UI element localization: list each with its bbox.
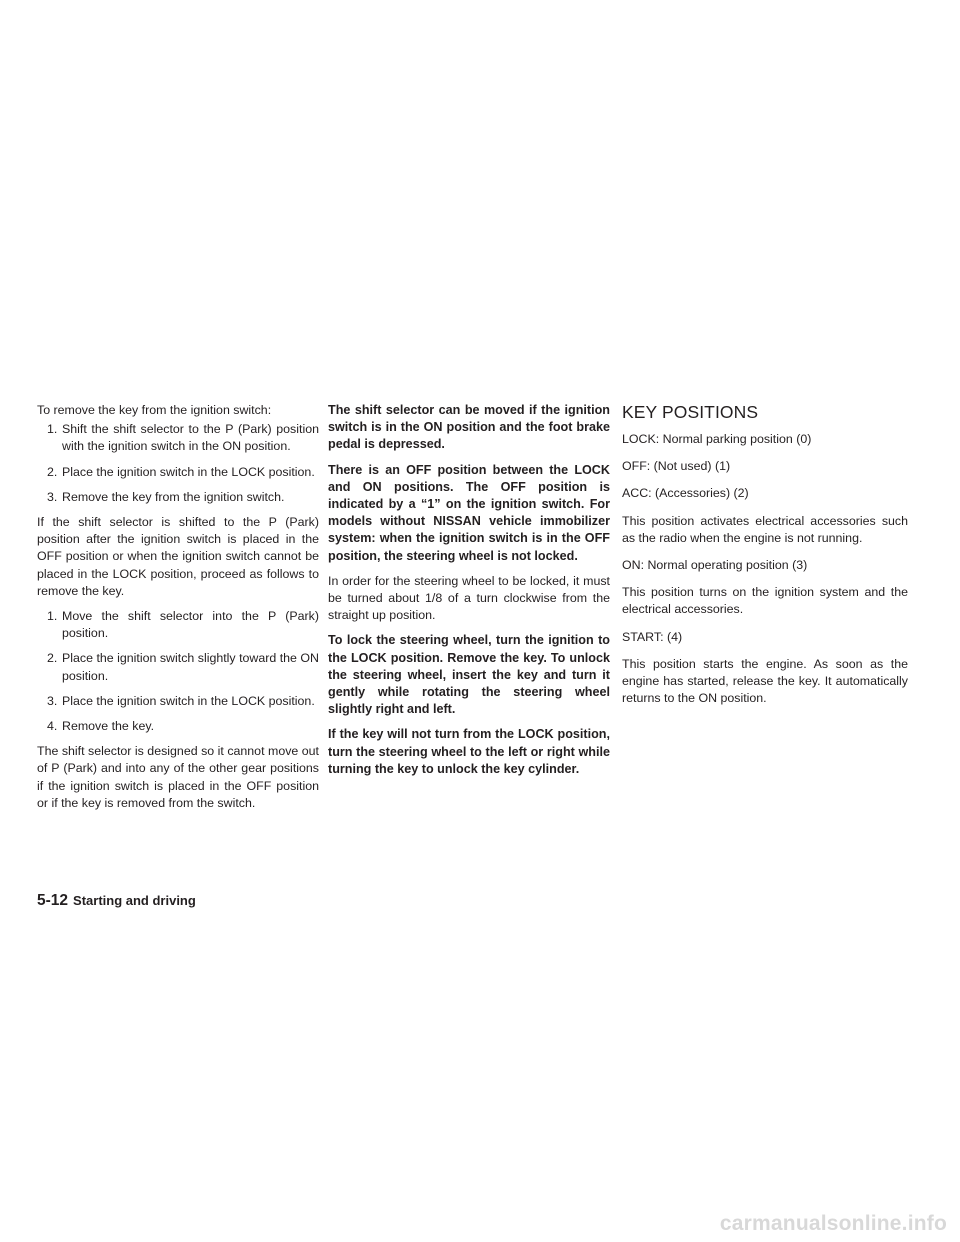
list-item — [37, 650, 319, 684]
acc-description: This position activates electrical accessories such as the radio when the engine is not running. — [622, 513, 908, 545]
step-number: 3. — [47, 489, 58, 504]
key-wont-turn-note: If the key will not turn from the LOCK position, turn the steering wheel to the left or right while turning the key to unlock the key cylinder. — [328, 727, 610, 776]
middle-column — [328, 402, 610, 786]
remove-key-steps — [37, 421, 319, 506]
start-description: This position starts the engine. As soon as the engine has started, release the key. It automatically returns to the ON position. — [622, 656, 908, 706]
list-item — [37, 489, 319, 506]
right-column — [622, 402, 908, 717]
steering-lock-paragraph: In order for the steering wheel to be locked, it must be turned about 1/8 of a turn clockwise from the straight up position. — [328, 573, 610, 623]
step-text: Place the ignition switch in the LOCK position. — [62, 693, 315, 708]
left-column — [37, 402, 319, 820]
acc-position: ACC: (Accessories) (2) — [622, 486, 749, 501]
step-number: 1. — [47, 422, 58, 437]
lock-position: LOCK: Normal parking position (0) — [622, 432, 812, 446]
step-text: Move the shift selector into the P (Park) position. — [62, 609, 319, 641]
alternate-remove-steps — [37, 608, 319, 735]
step-number: 1. — [47, 609, 58, 624]
step-text: Place the ignition switch slightly toward the ON position. — [62, 651, 319, 683]
on-description: This position turns on the ignition system and the electrical accessories. — [622, 585, 908, 617]
list-item — [37, 464, 319, 481]
step-number: 3. — [47, 693, 58, 708]
on-position: ON: Normal operating position (3) — [622, 558, 808, 573]
shift-selector-design-paragraph: The shift selector is designed so it cannot move out of P (Park) and into any of the other gear positions if the ignition switch is placed in the OFF position or if the key is removed from the switch. — [37, 744, 319, 810]
step-text: Shift the shift selector to the P (Park) position with the ignition switch in the ON position. — [62, 422, 319, 454]
shift-selector-paragraph: If the shift selector is shifted to the P (Park) position after the ignition switch is placed in the OFF position or when the ignition switch cannot be placed in the LOCK position, proceed as follows to remove the key. — [37, 515, 319, 598]
key-positions-heading: KEY POSITIONS — [622, 402, 759, 422]
list-item — [37, 608, 319, 642]
page-footer — [37, 892, 196, 910]
start-position: START: (4) — [622, 629, 683, 644]
remove-key-intro: To remove the key from the ignition switch: — [37, 403, 272, 417]
list-item — [37, 718, 319, 735]
step-number: 2. — [47, 651, 58, 666]
step-text: Remove the key. — [62, 719, 155, 734]
lock-steering-instructions: To lock the steering wheel, turn the ignition to the LOCK position. Remove the key. To unlock the steering wheel, insert the key and turn it gently while rotating the steering wheel slightly right and left. — [328, 633, 610, 717]
off-position: OFF: (Not used) (1) — [622, 459, 731, 474]
off-position-note: There is an OFF position between the LOCK and ON positions. The OFF position is indicated by a “1” on the ignition switch. For models without NISSAN vehicle immobilizer system: when the ignition switch is in the OFF position, the steering wheel is not locked. — [328, 462, 610, 563]
shift-selector-warning: The shift selector can be moved if the ignition switch is in the ON position and the foot brake pedal is depressed. — [328, 403, 610, 452]
step-number: 2. — [47, 464, 58, 479]
page-number: 5-12 — [37, 892, 69, 909]
list-item — [37, 421, 319, 455]
watermark: carmanualsonline.info — [719, 1212, 947, 1235]
step-text: Place the ignition switch in the LOCK position. — [62, 464, 315, 479]
step-text: Remove the key from the ignition switch. — [62, 489, 285, 504]
list-item — [37, 693, 319, 710]
section-title: Starting and driving — [73, 893, 196, 908]
step-number: 4. — [47, 719, 58, 734]
